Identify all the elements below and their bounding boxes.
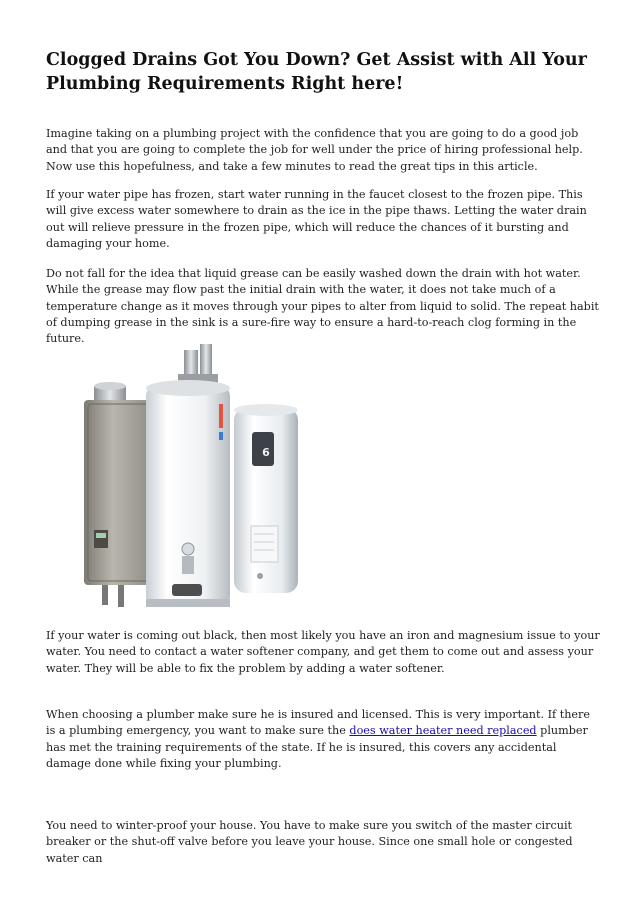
paragraph-winter-proof: You need to winter-proof your house. You have to make sure you switch of the master circuit breaker or the shut-off valve before you leave your house. Since one small hole or congested water can (46, 819, 573, 865)
paragraph-grease: Do not fall for the idea that liquid grease can be easily washed down the drain with hot water. While the grease may flow past the initial drain with the water, it does not take much of a temperature change as it moves through your pipes to alter from liquid to solid. The repeat habit of dumping grease in the sink is a sure-fire way to ensure a hard-to-reach clog forming in the future. (46, 267, 599, 346)
water-heater-link[interactable]: does water heater need replaced (349, 724, 537, 738)
paragraph-frozen-pipe: If your water pipe has frozen, start water running in the faucet closest to the frozen pipe. This will give excess water somewhere to drain as the ice in the pipe thaws. Letting the water drain out will relieve pressure in the frozen pipe, which will reduce the chances of it bursting and damaging your home. (46, 188, 587, 250)
water-heaters-image (84, 344, 314, 612)
insured-text-before: When choosing a plumber make sure he is insured and licensed. This is very important. If there is a plumbing emergency, you want to make sure the (46, 708, 590, 738)
article-title: Clogged Drains Got You Down? Get Assist with All Your Plumbing Requirements Right here! (46, 50, 587, 94)
tankless-heater-shape (84, 382, 156, 607)
paragraph-insured-plumber (46, 707, 601, 772)
heater-display-label: 6 (262, 446, 270, 459)
electric-water-heater-shape (234, 404, 298, 593)
paragraph-black-water: If your water is coming out black, then most likely you have an iron and magnesium issue to your water. You need to contact a water softener company, and get them to come out and assess your water. They will be able to fix the problem by adding a water softener. (46, 629, 600, 675)
insured-text-after: plumber has met the training requirements of the state. If he is insured, this covers any accidental damage done while fixing your plumbing. (46, 724, 588, 770)
paragraph-intro: Imagine taking on a plumbing project with the confidence that you are going to do a good job and that you are going to complete the job for well under the price of hiring professional help. Now use this hopefulness, and take a few minutes to read the great tips in this article. (46, 127, 583, 173)
tank-water-heater-shape (146, 380, 230, 607)
